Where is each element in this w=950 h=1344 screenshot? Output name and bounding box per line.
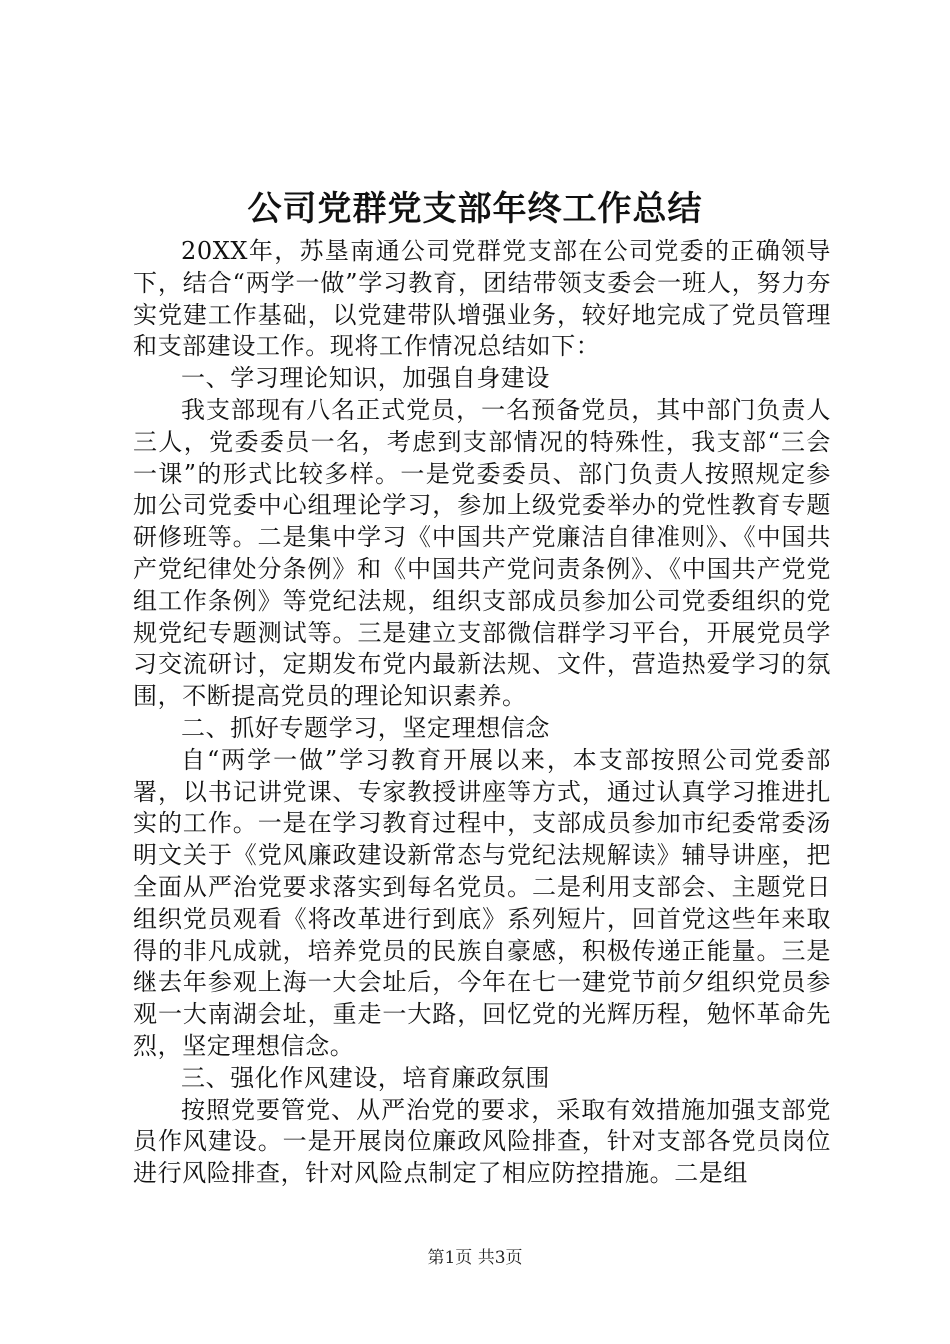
document-title: 公司党群党支部年终工作总结 bbox=[247, 189, 703, 229]
page-footer: 第1页 共3页 bbox=[427, 1248, 523, 1268]
section-heading-1: 一、学习理论知识，加强自身建设 bbox=[181, 364, 550, 393]
document-body bbox=[133, 236, 831, 1190]
section-paragraph-1: 我支部现有八名正式党员，一名预备党员，其中部门负责人三人，党委委员一名，考虑到支部情况的特殊性，我支部“三会一课”的形式比较多样。一是党委委员、部门负责人按照规定参加公司党委中心组理论学习，参加上级党委举办的党性教育专题研修班等。二是集中学习《中国共产党廉洁自律准则》、《中国共产党纪律处分条例》和《中国共产党问责条例》、《中国共产党党组工作条例》等党纪法规，组织支部成员参加公司党委组织的党规党纪专题测试等。三是建立支部微信群学习平台，开展党员学习交流研讨，定期发布党内最新法规、文件，营造热爱学习的氛围，不断提高党员的理论知识素养。 bbox=[133, 395, 831, 711]
section-heading-3: 三、强化作风建设，培育廉政氛围 bbox=[181, 1063, 550, 1092]
section-heading-2: 二、抓好专题学习，坚定理想信念 bbox=[181, 713, 550, 742]
intro-paragraph: 20XX年，苏垦南通公司党群党支部在公司党委的正确领导下，结合“两学一做”学习教育，团结带领支委会一班人，努力夯实党建工作基础，以党建带队增强业务，较好地完成了党员管理和支部建设工作。现将工作情况总结如下： bbox=[133, 237, 831, 361]
section-paragraph-3: 按照党要管党、从严治党的要求，采取有效措施加强支部党员作风建设。一是开展岗位廉政风险排查，针对支部各党员岗位进行风险排查，针对风险点制定了相应防控措施。二是组 bbox=[133, 1095, 831, 1188]
section-paragraph-2: 自“两学一做”学习教育开展以来，本支部按照公司党委部署，以书记讲党课、专家教授讲座等方式，通过认真学习推进扎实的工作。一是在学习教育过程中，支部成员参加市纪委常委汤明文关于《党风廉政建设新常态与党纪法规解读》辅导讲座，把全面从严治党要求落实到每名党员。二是利用支部会、主题党日组织党员观看《将改革进行到底》系列短片，回首党这些年来取得的非凡成就，培养党员的民族自豪感，积极传递正能量。三是继去年参观上海一大会址后，今年在七一建党节前夕组织党员参观一大南湖会址，重走一大路，回忆党的光辉历程，勉怀革命先烈，坚定理想信念。 bbox=[133, 745, 831, 1060]
